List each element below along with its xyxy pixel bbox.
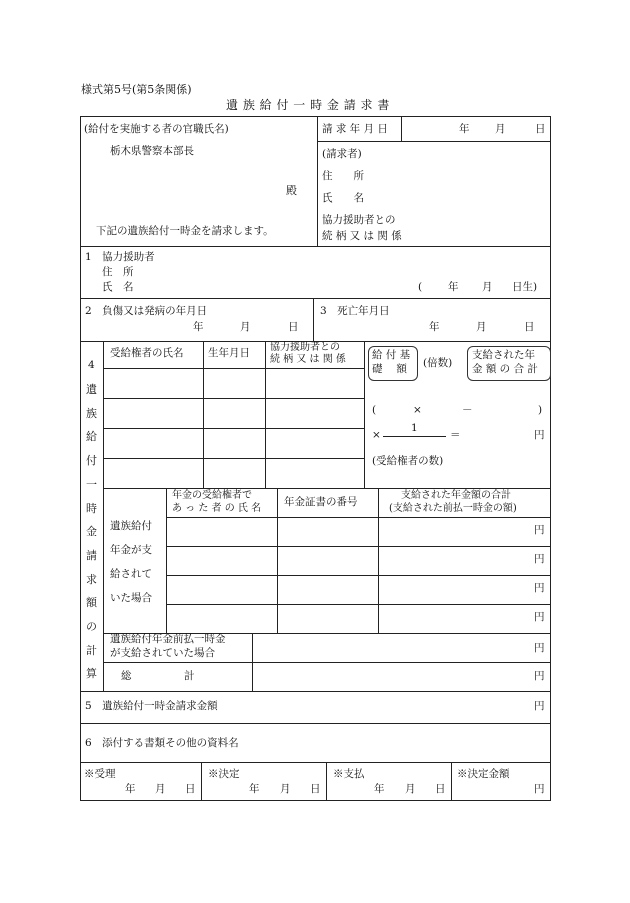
- section4-vertical-char: 族: [86, 406, 97, 420]
- col-line-name: [203, 341, 204, 488]
- header-divider: [317, 116, 318, 246]
- payment-year: 年: [374, 783, 385, 795]
- decision-month: 月: [280, 783, 291, 795]
- birth-open: (: [418, 281, 423, 293]
- receipt-year: 年: [125, 783, 136, 795]
- col-relation-1: 協力援助者との: [270, 342, 340, 353]
- footer-divider-2: [326, 762, 327, 801]
- fraction-bar: [383, 436, 446, 437]
- prepaid-yen: 円: [534, 642, 545, 654]
- section4-vertical-char: 請: [86, 548, 97, 562]
- pension-cert-divider: [378, 488, 379, 633]
- claimant-address-label: 住 所: [322, 170, 364, 182]
- receipt-day: 日: [185, 783, 196, 795]
- calc-equals: ＝: [450, 429, 461, 441]
- decision-day: 日: [310, 783, 321, 795]
- pension-row-line-2: [166, 546, 551, 547]
- section5-yen: 円: [534, 700, 545, 712]
- calc-paid-1: 支給された年: [472, 349, 535, 361]
- pension-col-total-2: (支給された前払一時金の額): [389, 503, 517, 514]
- section4-vertical-char: 算: [86, 667, 97, 681]
- section4-vertical-char: の: [86, 620, 97, 633]
- section5-top-line: [80, 691, 551, 692]
- section2-3-divider: [313, 298, 314, 341]
- section4-vertical-char: 遺: [86, 383, 97, 396]
- pension-yen-2: 円: [534, 553, 545, 565]
- decision-year: 年: [249, 783, 260, 795]
- section6-top-line: [80, 723, 551, 724]
- calc-minus: －: [462, 404, 473, 416]
- section4-vertical-char: 一: [86, 477, 97, 491]
- relation-label-2: 続 柄 又 は 関 係: [322, 230, 402, 242]
- section1-address: 住 所: [102, 266, 134, 278]
- recipient-row-line-2: [103, 398, 364, 399]
- payment-day: 日: [435, 783, 446, 795]
- col-recipient-name: 受給権者の氏名: [110, 347, 184, 359]
- request-statement: 下記の遺族給付一時金を請求します。: [96, 225, 274, 237]
- pension-top-line: [103, 488, 551, 489]
- total-top-line: [103, 662, 551, 663]
- total-label: 総 計: [121, 670, 195, 682]
- date-month: 月: [495, 123, 506, 135]
- calc-open-paren: (: [372, 404, 377, 416]
- calc-base-2: 礎 額: [372, 363, 407, 375]
- calc-paid-2: 金 額 の 合 計: [472, 363, 538, 375]
- form-title: 遺 族 給 付 一 時 金 請 求 書: [226, 98, 390, 112]
- section3-year: 年: [429, 321, 440, 333]
- recipient-row-line-3: [103, 428, 364, 429]
- pension-row-line-4: [166, 604, 551, 605]
- pension-case-1: 遺族給付: [110, 520, 152, 532]
- pension-case-4: いた場合: [110, 592, 152, 604]
- section1-name: 氏 名: [102, 281, 134, 293]
- section2-month: 月: [240, 321, 251, 333]
- section3-heading: 3 死亡年月日: [320, 305, 390, 317]
- footer-receipt: ※受理: [84, 768, 116, 780]
- total-yen: 円: [534, 670, 545, 682]
- pension-yen-1: 円: [534, 524, 545, 536]
- section2-top-line: [80, 298, 551, 299]
- birth-year: 年: [448, 281, 459, 293]
- official-name: 栃木県警察本部長: [110, 145, 194, 157]
- section4-vertical-char: 付: [86, 454, 97, 468]
- section2-year: 年: [193, 321, 204, 333]
- prepaid-label-1: 遺族給付年金前払一時金: [110, 633, 226, 645]
- section2-day: 日: [288, 321, 299, 333]
- calc-times-1: ×: [413, 404, 422, 416]
- section4-vertical-char: 計: [86, 643, 97, 657]
- section1-heading: 1 協力援助者: [85, 251, 155, 263]
- pension-col-name-1: 年金の受給権者で: [172, 490, 252, 501]
- section1-top-line: [80, 246, 551, 247]
- prepaid-label-2: が支給されていた場合: [110, 647, 215, 659]
- section4-vertical-char: 額: [86, 596, 97, 610]
- section4-label-divider: [103, 341, 104, 691]
- date-row-line: [317, 141, 551, 142]
- section2-heading: 2 負傷又は発病の年月日: [85, 305, 208, 317]
- footer-divider-1: [201, 762, 202, 801]
- section3-month: 月: [476, 321, 487, 333]
- footer-decided-amount: ※決定金額: [457, 768, 510, 780]
- footer-divider-3: [451, 762, 452, 801]
- section5-heading: 5 遺族給付一時金請求金額: [85, 700, 218, 712]
- official-label: (給付を実施する者の官職氏名): [84, 123, 229, 135]
- calc-multiplier: (倍数): [423, 357, 453, 369]
- claimant-name-label: 氏 名: [322, 192, 364, 204]
- date-year: 年: [459, 123, 470, 135]
- calc-numerator: 1: [411, 422, 418, 434]
- pension-col-total-1: 支給された年金額の合計: [401, 490, 511, 501]
- footer-top-line: [80, 762, 551, 763]
- relation-label-1: 協力援助者との: [322, 214, 396, 226]
- payment-month: 月: [405, 783, 416, 795]
- birth-day: 日生): [512, 281, 538, 293]
- section4-number: 4: [88, 359, 95, 371]
- calc-times-2: ×: [372, 429, 381, 441]
- date-day: 日: [535, 123, 546, 135]
- section4-vertical-char: 給: [86, 430, 97, 444]
- footer-decision: ※決定: [208, 768, 240, 780]
- section3-day: 日: [524, 321, 535, 333]
- recipient-row-line-4: [103, 458, 364, 459]
- receipt-month: 月: [155, 783, 166, 795]
- calc-base-1: 給 付 基: [372, 349, 411, 361]
- honorific: 殿: [286, 184, 297, 197]
- col-relation-2: 続 柄 又 は 関 係: [270, 354, 346, 365]
- col-line-birth: [265, 341, 266, 488]
- section4-vertical-char: 求: [86, 572, 97, 586]
- pension-case-divider: [166, 488, 167, 633]
- date-divider: [401, 116, 402, 141]
- claimant-label: (請求者): [322, 148, 362, 160]
- pension-yen-3: 円: [534, 582, 545, 594]
- pension-col-cert: 年金証書の番号: [284, 496, 358, 508]
- form-number: 様式第5号(第5条関係): [81, 83, 192, 96]
- calc-denominator: (受給権者の数): [372, 455, 444, 467]
- col-birth-date: 生年月日: [208, 347, 250, 359]
- date-label: 請 求 年 月 日: [322, 123, 388, 135]
- pension-row-line-3: [166, 575, 551, 576]
- decided-amount-yen: 円: [534, 783, 545, 795]
- pension-name-divider: [277, 488, 278, 633]
- calc-close-paren: ): [538, 404, 543, 416]
- pension-col-name-2: あ っ た 者 の 氏 名: [172, 503, 262, 514]
- col-line-relation: [364, 341, 365, 488]
- pension-row-line-1: [166, 517, 551, 518]
- footer-payment: ※支払: [333, 768, 365, 780]
- calc-yen: 円: [534, 429, 545, 441]
- pension-case-2: 年金が支: [110, 544, 152, 556]
- section4-vertical-char: 金: [86, 525, 97, 539]
- recipient-row-line-1: [103, 368, 364, 369]
- section4-vertical-char: 時: [86, 501, 97, 515]
- pension-yen-4: 円: [534, 611, 545, 623]
- birth-month: 月: [482, 281, 493, 293]
- section6-heading: 6 添付する書類その他の資料名: [85, 737, 239, 749]
- pension-case-3: 給されて: [110, 568, 152, 580]
